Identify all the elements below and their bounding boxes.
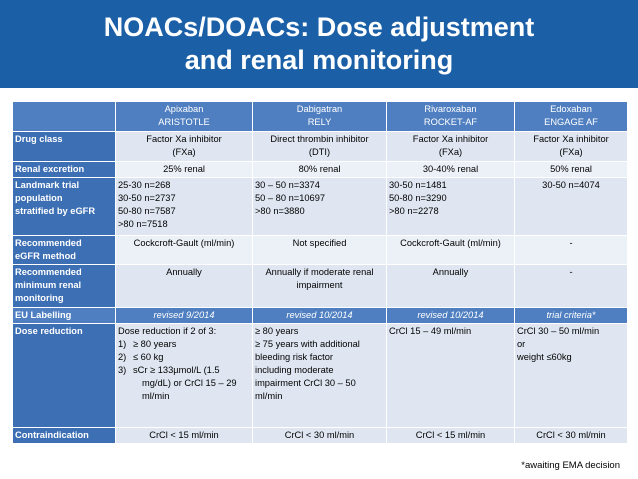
row-label-egfr-method	[13, 236, 116, 265]
monitoring-edoxaban	[515, 265, 628, 308]
header-blank-cell	[13, 102, 116, 132]
row-eu-labelling	[13, 308, 628, 324]
cell-line: impairment	[296, 280, 343, 290]
drug-class-apixaban	[116, 132, 253, 162]
cell-line: 30 – 50 n=3374	[255, 180, 320, 190]
cell-line: (DTI)	[308, 147, 331, 157]
row-egfr-method	[13, 236, 628, 265]
monitoring-rivaroxaban	[387, 265, 515, 308]
cell-line: (FXa)	[172, 147, 196, 157]
row-label-landmark-trial	[13, 178, 116, 236]
row-label-eu-labelling: EU Labelling	[13, 308, 116, 324]
row-landmark-trial	[13, 178, 628, 236]
cell-line: (FXa)	[559, 147, 583, 157]
eu-labelling-dabigatran: revised 10/2014	[253, 308, 387, 324]
drug-name: Edoxaban	[550, 104, 592, 114]
monitoring-apixaban	[116, 265, 253, 308]
criteria-item	[118, 351, 250, 364]
row-label-dose-reduction: Dose reduction	[13, 324, 116, 428]
egfr-method-dabigatran: Not specified	[253, 236, 387, 265]
cell-line: 50 – 80 n=10697	[255, 193, 326, 203]
cell-line: >80 n=7518	[118, 219, 168, 229]
cell-line: (FXa)	[438, 147, 463, 157]
cell-line: ≥ 75 years with additional	[255, 339, 360, 349]
landmark-edoxaban	[515, 178, 628, 236]
row-contraindication	[13, 428, 628, 444]
cell-line: 25-30 n=268	[118, 180, 171, 190]
contraindication-edoxaban: CrCl < 30 ml/min	[515, 428, 628, 444]
label-line: stratified by eGFR	[15, 206, 96, 216]
row-renal-monitoring	[13, 265, 628, 308]
trial-name: ENGAGE AF	[544, 117, 598, 127]
drug-class-rivaroxaban	[387, 132, 515, 162]
label-line: monitoring	[15, 293, 64, 303]
eu-labelling-rivaroxaban: revised 10/2014	[387, 308, 515, 324]
footnote: *awaiting EMA decision	[521, 460, 620, 471]
cell-line: ml/min	[255, 391, 283, 401]
egfr-method-rivaroxaban: Cockcroft-Gault (ml/min)	[387, 236, 515, 265]
cell-line: >80 n=2278	[389, 206, 439, 216]
label-line: population	[15, 193, 63, 203]
cell-line: or	[517, 339, 526, 349]
row-label-renal-excretion: Renal excretion	[13, 162, 116, 178]
cell-line: Annually if moderate renal	[265, 267, 374, 277]
renal-excretion-dabigatran: 80% renal	[253, 162, 387, 178]
cell-line: 30-50 n=1481	[389, 180, 447, 190]
label-line: Landmark trial	[15, 180, 80, 190]
drug-name: Dabigatran	[296, 104, 343, 114]
cell-line: Annually	[432, 267, 469, 277]
row-label-contraindication: Contraindication	[13, 428, 116, 444]
cell-line: Factor Xa inhibitor	[533, 134, 609, 144]
criteria-number: 3)	[118, 365, 127, 375]
cell-line: CrCl 30 – 50 ml/min	[517, 326, 600, 336]
criteria-text: ≥ 80 years	[133, 339, 177, 349]
cell-line: 30-50 n=4074	[542, 180, 600, 190]
trial-name: ARISTOTLE	[158, 117, 210, 127]
cell-line: bleeding risk factor	[255, 352, 334, 362]
landmark-rivaroxaban	[387, 178, 515, 236]
landmark-dabigatran	[253, 178, 387, 236]
header-edoxaban	[515, 102, 628, 132]
cell-line: 30-50 n=2737	[118, 193, 176, 203]
cell-line: -	[569, 267, 573, 277]
label-line: Recommended	[15, 238, 82, 248]
slide-title	[0, 11, 638, 77]
dose-reduction-edoxaban	[515, 324, 628, 428]
header-rivaroxaban	[387, 102, 515, 132]
monitoring-dabigatran	[253, 265, 387, 308]
cell-line: ≥ 80 years	[255, 326, 299, 336]
cell-line: Direct thrombin inhibitor	[270, 134, 369, 144]
criteria-continuation: mg/dL) or CrCl 15 – 29	[142, 378, 237, 388]
cell-line: 50-80 n=3290	[389, 193, 447, 203]
row-renal-excretion	[13, 162, 628, 178]
title-banner	[0, 0, 638, 88]
dose-adjustment-table	[12, 101, 628, 444]
drug-class-edoxaban	[515, 132, 628, 162]
criteria-item	[118, 338, 250, 351]
label-line: Recommended	[15, 267, 82, 277]
eu-labelling-apixaban: revised 9/2014	[116, 308, 253, 324]
row-label-renal-monitoring	[13, 265, 116, 308]
slide-title-line-1: NOACs/DOACs: Dose adjustment	[103, 12, 535, 42]
trial-name: RELY	[307, 117, 332, 127]
label-line: minimum renal	[15, 280, 82, 290]
label-line: eGFR method	[15, 251, 76, 261]
renal-excretion-rivaroxaban: 30-40% renal	[387, 162, 515, 178]
contraindication-apixaban: CrCl < 15 ml/min	[116, 428, 253, 444]
criteria-text: sCr ≥ 133µmol/L (1.5	[133, 365, 220, 375]
criteria-number: 2)	[118, 352, 127, 362]
slide-title-line-2: and renal monitoring	[184, 45, 454, 75]
row-label-drug-class: Drug class	[13, 132, 116, 162]
cell-line: impairment CrCl 30 – 50	[255, 378, 356, 388]
header-dabigatran	[253, 102, 387, 132]
criteria-continuation: ml/min	[142, 391, 170, 401]
eu-labelling-edoxaban: trial criteria*	[515, 308, 628, 324]
cell-line: Annually	[166, 267, 202, 277]
row-dose-reduction	[13, 324, 628, 428]
contraindication-rivaroxaban: CrCl < 15 ml/min	[387, 428, 515, 444]
cell-line: including moderate	[255, 365, 334, 375]
contraindication-dabigatran: CrCl < 30 ml/min	[253, 428, 387, 444]
cell-line: weight ≤60kg	[517, 352, 572, 362]
dose-reduction-dabigatran	[253, 324, 387, 428]
trial-name: ROCKET-AF	[423, 117, 478, 127]
cell-line: CrCl 15 – 49 ml/min	[389, 326, 472, 336]
criteria-text: ≤ 60 kg	[133, 352, 164, 362]
cell-line: Factor Xa inhibitor	[412, 134, 489, 144]
landmark-apixaban	[116, 178, 253, 236]
drug-name: Rivaroxaban	[424, 104, 477, 114]
drug-name: Apixaban	[164, 104, 204, 114]
cell-line: Factor Xa inhibitor	[146, 134, 222, 144]
egfr-method-apixaban: Cockcroft-Gault (ml/min)	[116, 236, 253, 265]
header-apixaban	[116, 102, 253, 132]
criteria-number: 1)	[118, 339, 127, 349]
dose-reduction-rivaroxaban	[387, 324, 515, 428]
cell-line: 50-80 n=7587	[118, 206, 176, 216]
criteria-item	[118, 364, 250, 377]
dose-reduction-apixaban	[116, 324, 253, 428]
cell-line: >80 n=3880	[255, 206, 305, 216]
row-drug-class	[13, 132, 628, 162]
egfr-method-edoxaban: -	[515, 236, 628, 265]
renal-excretion-apixaban: 25% renal	[116, 162, 253, 178]
header-row	[13, 102, 628, 132]
dose-reduction-intro: Dose reduction if 2 of 3:	[118, 326, 217, 336]
renal-excretion-edoxaban: 50% renal	[515, 162, 628, 178]
drug-class-dabigatran	[253, 132, 387, 162]
